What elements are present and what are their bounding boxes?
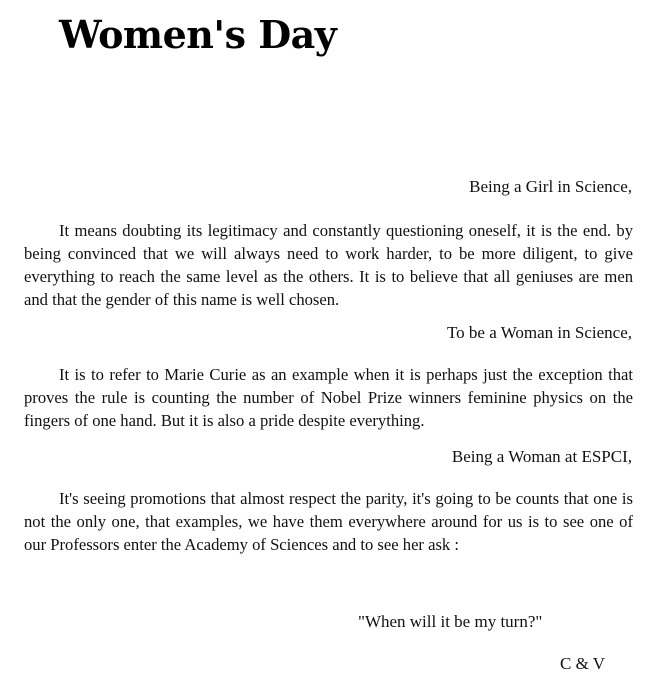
section-heading-woman-in-science: To be a Woman in Science, [446, 323, 632, 342]
paragraph-woman-in-science: It is to refer to Marie Curie as an example when it is perhaps just the exception that proves the rule is counting the number of Nobel Prize winners feminine physics on the fingers of one hand. But it is also a pride despite everything. [24, 365, 633, 430]
page-title: Women's Day [59, 12, 337, 57]
closing-quote: "When will it be my turn?" [358, 612, 543, 631]
paragraph-woman-at-espci: It's seeing promotions that almost respect the parity, it's going to be counts that one is not the only one, that examples, we have them everywhere around for us is to see one of our Professors enter the Academy of Sciences and to see her ask : [24, 489, 633, 554]
paragraph-girl-in-science: It means doubting its legitimacy and constantly questioning oneself, it is the end. by being convinced that we will always need to work harder, to be more diligent, to give everything to reach the same level as the others. It is to believe that all geniuses are men and that the gender of this name is well chosen. [24, 221, 633, 309]
signature: C & V [560, 654, 606, 673]
section-heading-girl-in-science: Being a Girl in Science, [469, 177, 632, 196]
section-heading-woman-at-espci: Being a Woman at ESPCI, [451, 447, 632, 466]
